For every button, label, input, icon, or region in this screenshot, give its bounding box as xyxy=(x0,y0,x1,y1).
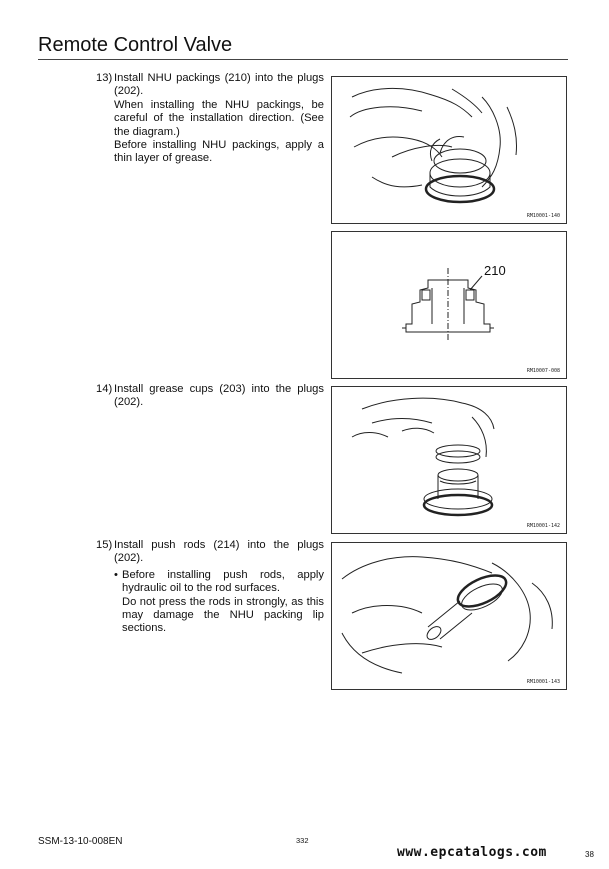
step-15 xyxy=(96,539,324,636)
figure-code: RM10001-140 xyxy=(526,213,560,219)
page-title: Remote Control Valve xyxy=(38,34,233,56)
page-number: 38 xyxy=(585,850,594,859)
bullet-text: Before installing push rods, apply hydraulic oil to the rod surfaces. Do not press the rods in strongly, as this may damage the NHU packing lip sections. xyxy=(122,568,324,635)
step-text: Before installing NHU packings, apply a thin layer of grease. xyxy=(114,139,324,165)
step-number: 13) xyxy=(96,72,113,84)
grease-cup-illustration xyxy=(332,387,566,533)
step-number: 14) xyxy=(96,383,113,395)
hand-photo-illustration xyxy=(332,77,566,223)
step-text: Install push rods (214) into the plugs (202). xyxy=(114,539,324,565)
figure-push-rod xyxy=(331,542,567,690)
cross-section-diagram xyxy=(332,232,566,378)
step-text: When installing the NHU packings, be careful of the installation direction. (See the diagram.) xyxy=(114,98,324,138)
bullet-icon: • xyxy=(114,568,118,581)
step-13 xyxy=(96,72,324,166)
figure-cross-section xyxy=(331,231,567,379)
figure-code: RM10001-143 xyxy=(526,679,560,685)
push-rod-illustration xyxy=(332,543,566,689)
page-center-number: 332 xyxy=(296,836,309,845)
step-text: Install NHU packings (210) into the plugs (202). xyxy=(114,72,324,98)
part-number-callout: 210 xyxy=(484,263,506,278)
figure-code: RM10007-008 xyxy=(526,368,560,374)
figure-code: RM10001-142 xyxy=(526,523,560,529)
figure-packing-install xyxy=(331,76,567,224)
document-code: SSM-13-10-008EN xyxy=(38,836,123,847)
step-text: Install grease cups (203) into the plugs (202). xyxy=(114,383,324,409)
title-divider xyxy=(38,59,568,60)
step-14 xyxy=(96,383,324,410)
watermark-url: www.epcatalogs.com xyxy=(397,845,547,860)
figure-grease-cup xyxy=(331,386,567,534)
caution-bullet xyxy=(114,568,324,636)
step-number: 15) xyxy=(96,539,113,551)
